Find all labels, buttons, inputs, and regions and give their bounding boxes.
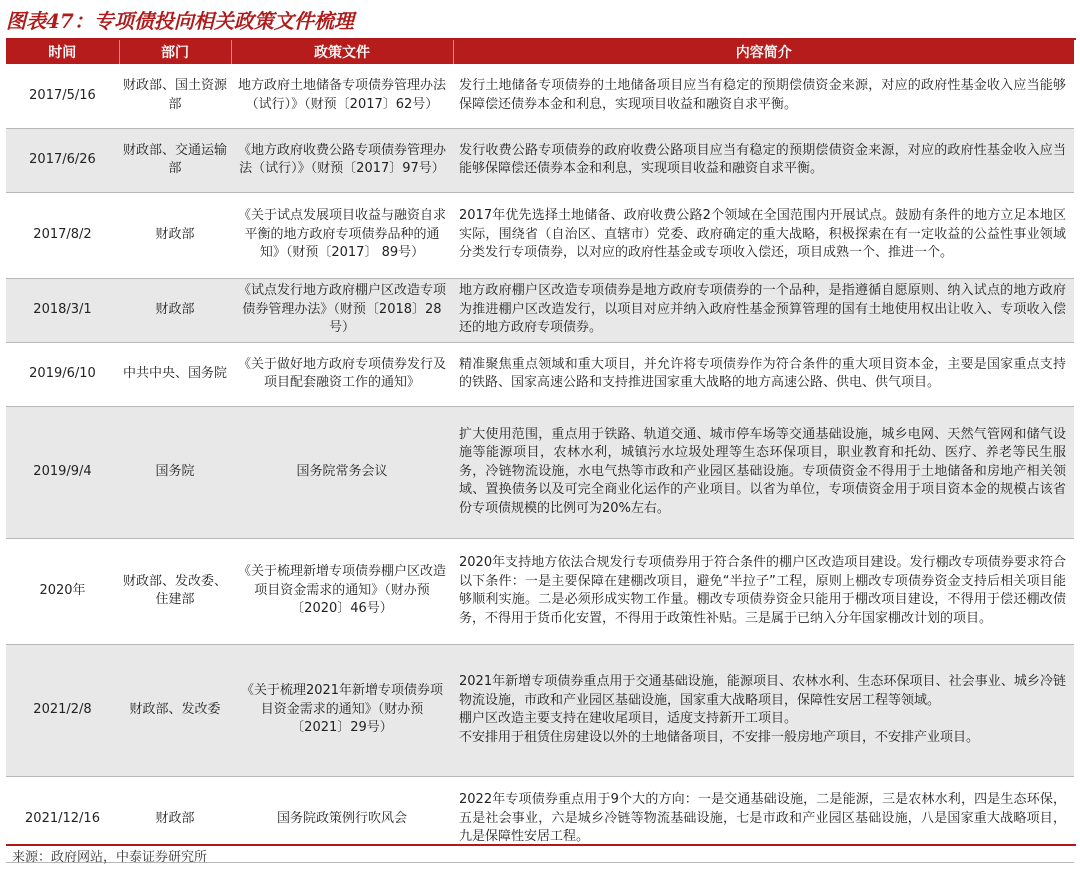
cell-dept: 财政部 <box>119 776 231 862</box>
cell-doc: 《关于试点发展项目收益与融资自求平衡的地方政府专项债券品种的通知》（财预〔2017〕 89号） <box>231 192 453 278</box>
cell-content: 2017年优先选择土地储备、政府收费公路2个领域在全国范围内开展试点。鼓励有条件的地方立足本地区实际，围绕省（自治区、直辖市）党委、政府确定的重大战略，积极探索在有一定收益的公益性事业领域分类发行专项债券，以对应的政府性基金或专项收入偿还，项目成熟一个、推进一个。 <box>453 192 1074 278</box>
header-dept: 部门 <box>119 40 231 64</box>
table-row <box>6 128 1074 192</box>
cell-dept: 财政部、交通运输部 <box>119 128 231 192</box>
cell-doc: 《地方政府收费公路专项债券管理办法（试行）》（财预〔2017〕97号） <box>231 128 453 192</box>
cell-content: 2022年专项债券重点用于9个大的方向：一是交通基础设施，二是能源，三是农林水利，四是生态环保，五是社会事业，六是城乡冷链等物流基础设施，七是市政和产业园区基础设施，八是国家重大战略项目，九是保障性安居工程。 <box>453 776 1074 862</box>
cell-content: 精准聚焦重点领域和重大项目，并允许将专项债券作为符合条件的重大项目资本金，主要是国家重点支持的铁路、国家高速公路和支持推进国家重大战略的地方高速公路、供电、供气项目。 <box>453 342 1074 406</box>
cell-doc: 国务院政策例行吹风会 <box>231 776 453 862</box>
table-row <box>6 278 1074 342</box>
bottom-divider <box>6 844 1076 846</box>
table-row <box>6 192 1074 278</box>
header-content: 内容简介 <box>453 40 1074 64</box>
header-date: 时间 <box>6 40 119 64</box>
cell-date: 2018/3/1 <box>6 278 119 342</box>
cell-date: 2020年 <box>6 538 119 644</box>
cell-content: 发行土地储备专项债券的土地储备项目应当有稳定的预期偿债资金来源，对应的政府性基金收入应当能够保障偿还债券本金和利息，实现项目收益和融资自求平衡。 <box>453 64 1074 128</box>
figure-title: 图表47：专项债投向相关政策文件梳理 <box>6 9 354 33</box>
cell-date: 2019/9/4 <box>6 406 119 538</box>
table-header-row <box>6 40 1074 64</box>
cell-doc: 《关于梳理2021年新增专项债券项目资金需求的通知》（财办预〔2021〕29号） <box>231 644 453 776</box>
cell-doc: 国务院常务会议 <box>231 406 453 538</box>
cell-content: 2021年新增专项债券重点用于交通基础设施，能源项目、农林水利、生态环保项目、社会事业、城乡冷链物流设施，市政和产业园区基础设施，国家重大战略项目，保障性安居工程等领域。 棚户区改造主要支持在建收尾项目，适度支持新开工项目。 不安排用于租赁住房建设以外的土地储备项目，不安排一般房地产项目，不安排产业项目。 <box>453 644 1074 776</box>
cell-content: 2020年支持地方依法合规发行专项债券用于符合条件的棚户区改造项目建设。发行棚改专项债券要求符合以下条件：一是主要保障在建棚改项目，避免“半拉子”工程，原则上棚改专项债券资金支持后相关项目能够顺利实施。二是必须形成实物工作量。棚改专项债券资金只能用于棚改项目建设，不得用于偿还棚改债务，不得用于货币化安置，不得用于政策性补贴。三是属于已纳入分年国家棚改计划的项目。 <box>453 538 1074 644</box>
table-row <box>6 406 1074 538</box>
cell-doc: 《关于梳理新增专项债券棚户区改造项目资金需求的通知》（财办预〔2020〕46号） <box>231 538 453 644</box>
table-row <box>6 644 1074 776</box>
source-note: 来源：政府网站，中泰证券研究所 <box>12 850 208 865</box>
cell-dept: 国务院 <box>119 406 231 538</box>
cell-dept: 财政部、发改委 <box>119 644 231 776</box>
cell-dept: 中共中央、国务院 <box>119 342 231 406</box>
cell-dept: 财政部 <box>119 278 231 342</box>
cell-date: 2017/6/26 <box>6 128 119 192</box>
cell-content: 发行收费公路专项债券的政府收费公路项目应当有稳定的预期偿债资金来源，对应的政府性基金收入应当能够保障偿还债券本金和利息，实现项目收益和融资自求平衡。 <box>453 128 1074 192</box>
cell-dept: 财政部、发改委、住建部 <box>119 538 231 644</box>
cell-date: 2017/8/2 <box>6 192 119 278</box>
cell-doc: 《关于做好地方政府专项债券发行及项目配套融资工作的通知》 <box>231 342 453 406</box>
policy-table <box>6 40 1074 863</box>
cell-date: 2021/12/16 <box>6 776 119 862</box>
header-doc: 政策文件 <box>231 40 453 64</box>
cell-content: 地方政府棚户区改造专项债券是地方政府专项债券的一个品种，是指遵循自愿原则、纳入试点的地方政府为推进棚户区改造发行，以项目对应并纳入政府性基金预算管理的国有土地使用权出让收入、专项收入偿还的地方政府专项债券。 <box>453 278 1074 342</box>
cell-date: 2021/2/8 <box>6 644 119 776</box>
cell-doc: 《试点发行地方政府棚户区改造专项债券管理办法》（财预〔2018〕28号） <box>231 278 453 342</box>
cell-dept: 财政部、国土资源部 <box>119 64 231 128</box>
cell-date: 2019/6/10 <box>6 342 119 406</box>
table-row <box>6 538 1074 644</box>
cell-date: 2017/5/16 <box>6 64 119 128</box>
cell-doc: 地方政府土地储备专项债券管理办法（试行）》（财预〔2017〕62号） <box>231 64 453 128</box>
table-row <box>6 342 1074 406</box>
cell-dept: 财政部 <box>119 192 231 278</box>
cell-content: 扩大使用范围，重点用于铁路、轨道交通、城市停车场等交通基础设施，城乡电网、天然气管网和储气设施等能源项目，农林水利，城镇污水垃圾处理等生态环保项目，职业教育和托幼、医疗、养老等民生服务，冷链物流设施，水电气热等市政和产业园区基础设施。专项债资金不得用于土地储备和房地产相关领域、置换债务以及可完全商业化运作的产业项目。以省为单位，专项债资金用于项目资本金的规模占该省份专项债规模的比例可为20%左右。 <box>453 406 1074 538</box>
table-row <box>6 64 1074 128</box>
